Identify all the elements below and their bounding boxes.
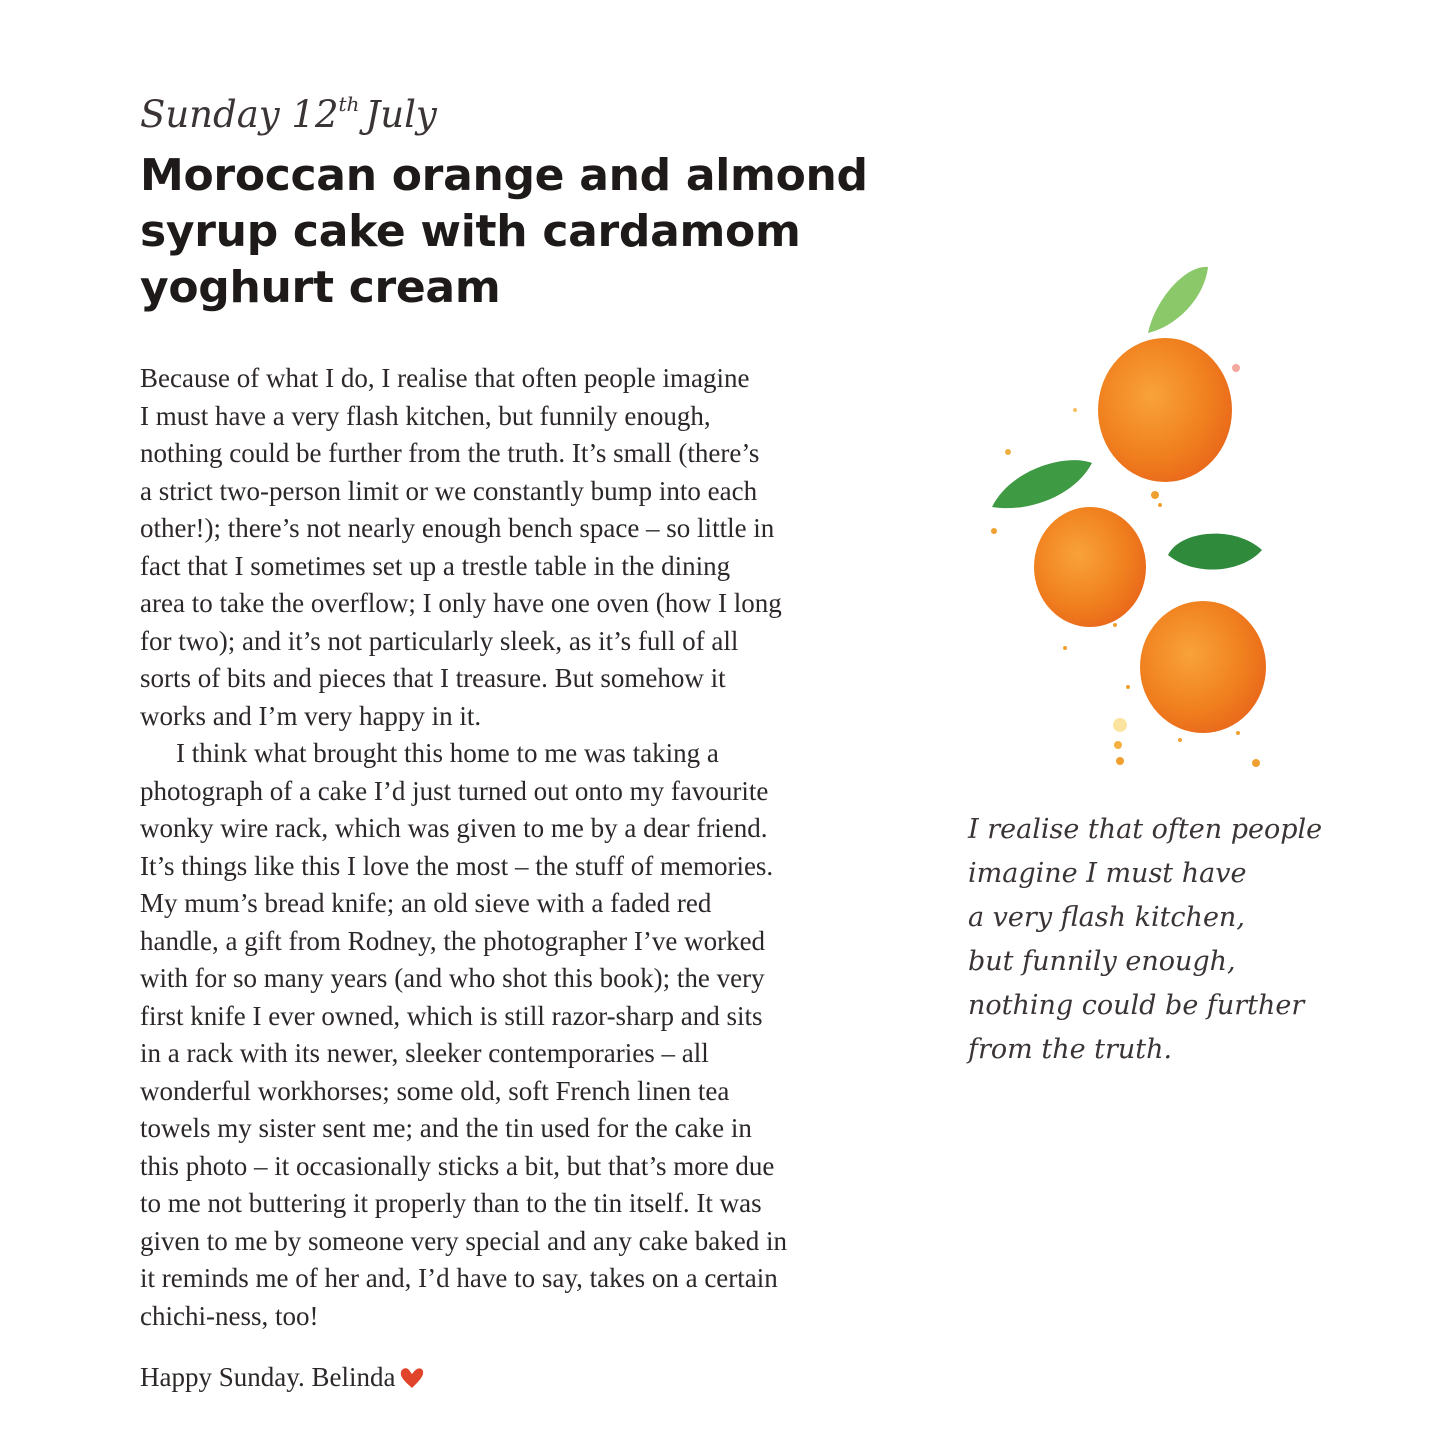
title-line: syrup cake with cardamom: [140, 206, 801, 257]
body-line: wonderful workhorses; some old, soft French linen tea: [140, 1075, 730, 1106]
pull-quote: [968, 808, 1368, 1072]
oranges-illustration: [980, 255, 1280, 790]
body-line: I must have a very flash kitchen, but funnily enough,: [140, 400, 711, 431]
body-line: Because of what I do, I realise that often people imagine: [140, 363, 750, 393]
date-month: July: [365, 93, 437, 136]
body-line: area to take the overflow; I only have one oven (how I long: [140, 588, 782, 618]
body-line: My mum’s bread knife; an old sieve with a faded red: [140, 888, 712, 918]
body-line: handle, a gift from Rodney, the photographer I’ve worked: [140, 925, 766, 956]
quote-line: imagine I must have: [968, 858, 1247, 889]
body-line: in a rack with its newer, sleeker contemporaries – all: [140, 1038, 709, 1068]
quote-line: nothing could be further: [968, 990, 1305, 1021]
body-line: I think what brought this home to me was taking a: [176, 738, 719, 768]
title-line: Moroccan orange and almond: [140, 150, 868, 201]
quote-line: but funnily enough,: [968, 946, 1236, 977]
body-line: it reminds me of her and, I’d have to say, takes on a certain: [140, 1263, 778, 1293]
body-line: other!); there’s not nearly enough bench space – so little in: [140, 513, 775, 543]
body-line: with for so many years (and who shot this book); the very: [140, 963, 765, 993]
quote-line: a very flash kitchen,: [968, 902, 1245, 933]
quote-line: from the truth.: [968, 1034, 1173, 1065]
signoff-text: Happy Sunday. Belinda: [140, 1362, 396, 1392]
body-text: [140, 360, 940, 1335]
date-heading: [140, 92, 437, 136]
title-line: yoghurt cream: [140, 262, 501, 313]
date-suffix: th: [338, 92, 360, 116]
body-line: sorts of bits and pieces that I treasure. But somehow it: [140, 663, 726, 693]
quote-line: I realise that often people: [968, 814, 1323, 845]
body-line: fact that I sometimes set up a trestle table in the dining: [140, 550, 731, 581]
body-line: first knife I ever owned, which is still razor-sharp and sits: [140, 1000, 763, 1031]
body-line: wonky wire rack, which was given to me by a dear friend.: [140, 813, 768, 843]
body-line: for two); and it’s not particularly sleek, as it’s full of all: [140, 625, 739, 656]
date-day: Sunday 12: [140, 93, 339, 136]
body-line: towels my sister sent me; and the tin used for the cake in: [140, 1113, 752, 1143]
body-line: works and I’m very happy in it.: [140, 700, 482, 731]
body-line: chichi-ness, too!: [140, 1300, 319, 1331]
body-line: photograph of a cake I’d just turned out onto my favourite: [140, 775, 769, 806]
recipe-title: [140, 148, 900, 316]
signoff: [140, 1362, 425, 1397]
body-line: given to me by someone very special and any cake baked in: [140, 1225, 788, 1256]
body-line: nothing could be further from the truth. It’s small (there’s: [140, 438, 760, 468]
body-line: a strict two-person limit or we constantly bump into each: [140, 475, 758, 506]
body-line: to me not buttering it properly than to the tin itself. It was: [140, 1188, 762, 1218]
heart-icon: [399, 1366, 425, 1397]
body-line: It’s things like this I love the most – the stuff of memories.: [140, 850, 774, 881]
body-line: this photo – it occasionally sticks a bit, but that’s more due: [140, 1150, 775, 1181]
